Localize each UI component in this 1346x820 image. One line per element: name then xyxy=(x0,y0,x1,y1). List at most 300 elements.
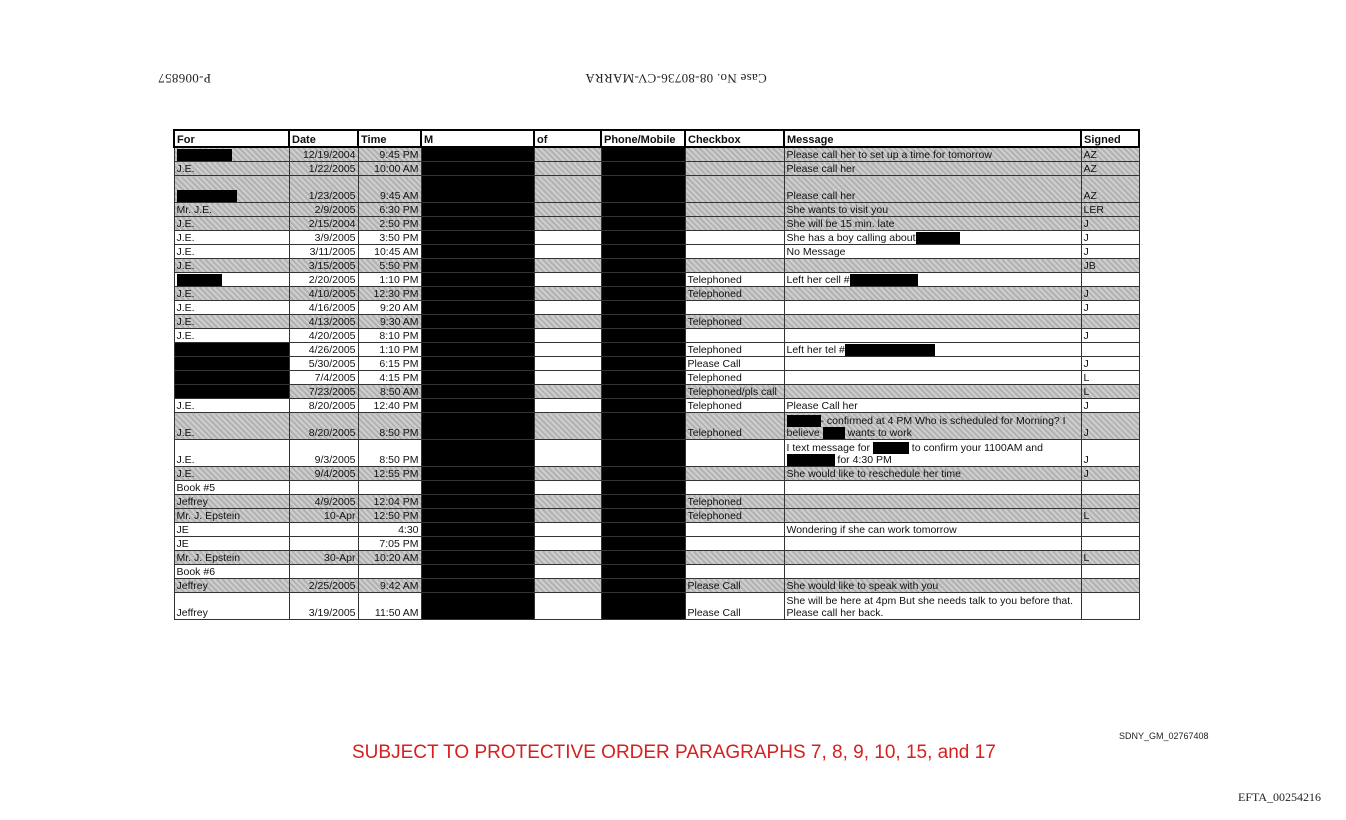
table-row xyxy=(174,495,1139,509)
message-text: No Message xyxy=(786,246,846,258)
cell-for xyxy=(174,551,289,565)
cell-checkbox xyxy=(685,147,784,162)
cell-of xyxy=(534,357,601,371)
cell-message xyxy=(784,399,1081,413)
cell-for xyxy=(174,162,289,176)
redaction-box xyxy=(916,232,960,244)
time-text: 12:30 PM xyxy=(373,288,419,300)
signed-text: J xyxy=(1083,302,1089,314)
signed-text: LER xyxy=(1083,204,1104,216)
cell-m-redacted xyxy=(421,551,534,565)
cell-message xyxy=(784,176,1081,203)
cell-time xyxy=(358,217,421,231)
signed-text: L xyxy=(1083,372,1090,384)
cell-checkbox xyxy=(685,329,784,343)
cell-time xyxy=(358,551,421,565)
cell-m-redacted xyxy=(421,565,534,579)
checkbox-text: Telephoned xyxy=(687,427,742,439)
date-text: 10-Apr xyxy=(323,510,356,522)
cell-time xyxy=(358,537,421,551)
col-header-checkbox: Checkbox xyxy=(685,130,784,147)
cell-checkbox xyxy=(685,217,784,231)
redaction-box xyxy=(873,442,909,454)
cell-signed xyxy=(1081,509,1139,523)
cell-time xyxy=(358,371,421,385)
cell-for xyxy=(174,565,289,579)
cell-m-redacted xyxy=(421,509,534,523)
cell-signed xyxy=(1081,147,1139,162)
cell-date xyxy=(289,301,358,315)
cell-phone-redacted xyxy=(601,481,685,495)
cell-time xyxy=(358,565,421,579)
cell-time xyxy=(358,231,421,245)
cell-for xyxy=(174,301,289,315)
cell-time xyxy=(358,147,421,162)
case-number: Case No. 08-80736-CV-MARRA xyxy=(585,71,767,86)
table-row xyxy=(174,147,1139,162)
table-row xyxy=(174,162,1139,176)
table-row xyxy=(174,259,1139,273)
table-row xyxy=(174,481,1139,495)
cell-m-redacted xyxy=(421,593,534,620)
time-text: 8:50 PM xyxy=(379,427,419,439)
cell-of xyxy=(534,203,601,217)
signed-text: J xyxy=(1083,427,1089,439)
cell-date xyxy=(289,315,358,329)
for-text: JE xyxy=(176,524,189,536)
cell-time xyxy=(358,523,421,537)
cell-m-redacted xyxy=(421,329,534,343)
date-text: 7/4/2005 xyxy=(314,372,356,384)
cell-signed xyxy=(1081,371,1139,385)
for-text: Book #5 xyxy=(176,482,216,494)
for-text: Mr. J.E. xyxy=(176,204,213,216)
signed-text: J xyxy=(1083,358,1089,370)
redaction-box xyxy=(787,415,821,427)
date-text: 1/23/2005 xyxy=(308,190,356,202)
cell-time xyxy=(358,176,421,203)
cell-of xyxy=(534,385,601,399)
cell-of xyxy=(534,523,601,537)
date-text: 4/20/2005 xyxy=(308,330,356,342)
cell-m-redacted xyxy=(421,259,534,273)
message-text: She has a boy calling about xyxy=(786,231,916,244)
cell-signed xyxy=(1081,301,1139,315)
cell-for xyxy=(174,371,289,385)
cell-of xyxy=(534,509,601,523)
signed-text: J xyxy=(1083,468,1089,480)
cell-phone-redacted xyxy=(601,467,685,481)
cell-checkbox xyxy=(685,579,784,593)
cell-for xyxy=(174,231,289,245)
cell-checkbox xyxy=(685,315,784,329)
cell-phone-redacted xyxy=(601,273,685,287)
date-text: 12/19/2004 xyxy=(302,149,356,161)
cell-of xyxy=(534,329,601,343)
message-text: for 4:30 PM xyxy=(837,453,892,466)
cell-of xyxy=(534,440,601,467)
cell-date xyxy=(289,467,358,481)
table-row xyxy=(174,537,1139,551)
cell-date xyxy=(289,357,358,371)
table-row xyxy=(174,231,1139,245)
cell-signed xyxy=(1081,287,1139,301)
cell-signed xyxy=(1081,203,1139,217)
efta-bates-id: EFTA_00254216 xyxy=(1238,790,1322,804)
cell-phone-redacted xyxy=(601,551,685,565)
cell-time xyxy=(358,481,421,495)
checkbox-text: Telephoned xyxy=(687,274,742,286)
table-row xyxy=(174,593,1139,620)
for-text: J.E. xyxy=(176,260,195,272)
cell-checkbox xyxy=(685,481,784,495)
cell-message xyxy=(784,329,1081,343)
cell-date xyxy=(289,329,358,343)
table-row xyxy=(174,385,1139,399)
cell-phone-redacted xyxy=(601,371,685,385)
date-text: 4/9/2005 xyxy=(314,496,356,508)
cell-phone-redacted xyxy=(601,176,685,203)
for-text: Jeffrey xyxy=(176,496,208,508)
checkbox-text: Telephoned xyxy=(687,344,742,356)
for-text: J.E. xyxy=(176,468,195,480)
cell-signed xyxy=(1081,523,1139,537)
signed-text: J xyxy=(1083,330,1089,342)
cell-message xyxy=(784,273,1081,287)
date-text: 4/13/2005 xyxy=(308,316,356,328)
cell-time xyxy=(358,399,421,413)
cell-date xyxy=(289,176,358,203)
cell-m-redacted xyxy=(421,287,534,301)
message-text: She would like to reschedule her time xyxy=(786,468,962,480)
cell-time xyxy=(358,495,421,509)
date-text: 2/20/2005 xyxy=(308,274,356,286)
checkbox-text: Telephoned xyxy=(687,288,742,300)
message-text: to confirm your 1100AM and xyxy=(911,441,1043,454)
cell-for xyxy=(174,357,289,371)
table-row xyxy=(174,551,1139,565)
table-row xyxy=(174,176,1139,203)
cell-m-redacted xyxy=(421,481,534,495)
cell-for xyxy=(174,315,289,329)
cell-of xyxy=(534,147,601,162)
cell-message xyxy=(784,315,1081,329)
cell-m-redacted xyxy=(421,357,534,371)
cell-phone-redacted xyxy=(601,287,685,301)
cell-of xyxy=(534,217,601,231)
cell-time xyxy=(358,593,421,620)
col-header-message: Message xyxy=(784,130,1081,147)
table-row xyxy=(174,579,1139,593)
cell-message xyxy=(784,579,1081,593)
cell-of xyxy=(534,162,601,176)
message-log-table xyxy=(173,129,1140,620)
cell-signed xyxy=(1081,579,1139,593)
message-text: She wants to visit you xyxy=(786,204,889,216)
redaction-box xyxy=(845,344,935,356)
time-text: 7:05 PM xyxy=(379,538,419,550)
cell-message xyxy=(784,509,1081,523)
cell-of xyxy=(534,245,601,259)
col-header-phone: Phone/Mobile xyxy=(601,130,685,147)
cell-message xyxy=(784,537,1081,551)
table-row xyxy=(174,273,1139,287)
date-text: 3/11/2005 xyxy=(309,246,356,258)
cell-phone-redacted xyxy=(601,245,685,259)
cell-message xyxy=(784,259,1081,273)
cell-time xyxy=(358,245,421,259)
table-row xyxy=(174,440,1139,467)
message-text: I text message for xyxy=(786,441,870,454)
cell-date xyxy=(289,565,358,579)
cell-date xyxy=(289,440,358,467)
cell-time xyxy=(358,301,421,315)
cell-date xyxy=(289,245,358,259)
cell-for xyxy=(174,287,289,301)
date-text: 8/20/2005 xyxy=(308,400,356,412)
cell-date xyxy=(289,495,358,509)
cell-of xyxy=(534,467,601,481)
cell-checkbox xyxy=(685,523,784,537)
checkbox-text: Telephoned xyxy=(687,510,742,522)
cell-m-redacted xyxy=(421,413,534,440)
cell-for xyxy=(174,217,289,231)
cell-checkbox xyxy=(685,565,784,579)
cell-checkbox xyxy=(685,371,784,385)
message-text: Please call her xyxy=(786,163,856,175)
table-row xyxy=(174,245,1139,259)
cell-m-redacted xyxy=(421,523,534,537)
cell-for xyxy=(174,245,289,259)
cell-checkbox xyxy=(685,273,784,287)
cell-date xyxy=(289,523,358,537)
cell-of xyxy=(534,287,601,301)
cell-signed xyxy=(1081,245,1139,259)
table-row xyxy=(174,399,1139,413)
signed-text: J xyxy=(1083,288,1089,300)
cell-message xyxy=(784,231,1081,245)
cell-phone-redacted xyxy=(601,217,685,231)
cell-of xyxy=(534,371,601,385)
time-text: 12:55 PM xyxy=(373,468,419,480)
cell-time xyxy=(358,579,421,593)
for-text: Jeffrey xyxy=(176,607,208,619)
cell-message xyxy=(784,147,1081,162)
cell-message xyxy=(784,217,1081,231)
date-text: 3/19/2005 xyxy=(308,607,356,619)
cell-time xyxy=(358,509,421,523)
for-text: J.E. xyxy=(176,330,195,342)
col-header-date: Date xyxy=(289,130,358,147)
signed-text: AZ xyxy=(1083,149,1097,161)
cell-message xyxy=(784,385,1081,399)
time-text: 9:20 AM xyxy=(379,302,419,314)
cell-phone-redacted xyxy=(601,523,685,537)
cell-phone-redacted xyxy=(601,343,685,357)
cell-phone-redacted xyxy=(601,509,685,523)
for-text: J.E. xyxy=(176,232,195,244)
cell-signed xyxy=(1081,495,1139,509)
table-row xyxy=(174,565,1139,579)
cell-message xyxy=(784,203,1081,217)
cell-date xyxy=(289,343,358,357)
signed-text: L xyxy=(1083,510,1090,522)
message-text: Wondering if she can work tomorrow xyxy=(786,524,957,536)
cell-signed xyxy=(1081,399,1139,413)
redaction-box xyxy=(787,454,835,466)
cell-checkbox xyxy=(685,385,784,399)
cell-time xyxy=(358,440,421,467)
cell-date xyxy=(289,217,358,231)
checkbox-text: Telephoned xyxy=(687,372,742,384)
cell-m-redacted xyxy=(421,537,534,551)
message-text: Left her cell # xyxy=(786,273,850,286)
cell-m-redacted xyxy=(421,440,534,467)
time-text: 11:50 AM xyxy=(374,607,419,619)
cell-date xyxy=(289,203,358,217)
time-text: 12:40 PM xyxy=(373,400,419,412)
time-text: 3:50 PM xyxy=(379,232,419,244)
table-row xyxy=(174,413,1139,440)
signed-text: AZ xyxy=(1083,190,1097,202)
cell-m-redacted xyxy=(421,203,534,217)
cell-for xyxy=(174,467,289,481)
date-text: 2/9/2005 xyxy=(314,204,356,216)
message-text: Please call her to set up a time for tomorrow xyxy=(786,149,992,161)
cell-date xyxy=(289,579,358,593)
cell-checkbox xyxy=(685,357,784,371)
table-body xyxy=(174,147,1139,620)
cell-signed xyxy=(1081,231,1139,245)
col-header-for: For xyxy=(174,130,289,147)
cell-of xyxy=(534,481,601,495)
table-row xyxy=(174,371,1139,385)
cell-phone-redacted xyxy=(601,203,685,217)
cell-time xyxy=(358,329,421,343)
cell-m-redacted xyxy=(421,495,534,509)
cell-of xyxy=(534,315,601,329)
cell-for xyxy=(174,481,289,495)
cell-message xyxy=(784,343,1081,357)
cell-message xyxy=(784,301,1081,315)
col-header-m: M xyxy=(421,130,534,147)
cell-m-redacted xyxy=(421,467,534,481)
message-text: She will be 15 min. late xyxy=(786,218,895,230)
time-text: 9:42 AM xyxy=(379,580,419,592)
cell-date xyxy=(289,481,358,495)
message-text: She would like to speak with you xyxy=(786,580,939,592)
time-text: 8:50 AM xyxy=(379,386,419,398)
date-text: 30-Apr xyxy=(323,552,356,564)
cell-checkbox xyxy=(685,259,784,273)
time-text: 5:50 PM xyxy=(379,260,419,272)
date-text: 8/20/2005 xyxy=(308,427,356,439)
cell-signed xyxy=(1081,217,1139,231)
cell-date xyxy=(289,551,358,565)
for-text: Jeffrey xyxy=(176,580,208,592)
cell-checkbox xyxy=(685,593,784,620)
redaction-box xyxy=(850,274,918,286)
table-row xyxy=(174,217,1139,231)
checkbox-text: Telephoned/pls call xyxy=(687,386,777,398)
date-text: 4/26/2005 xyxy=(308,344,356,356)
cell-phone-redacted xyxy=(601,537,685,551)
cell-of xyxy=(534,537,601,551)
sdny-bates-id: SDNY_GM_02767408 xyxy=(1119,731,1209,741)
redaction-box xyxy=(177,149,232,161)
cell-signed xyxy=(1081,537,1139,551)
time-text: 6:30 PM xyxy=(379,204,419,216)
cell-of xyxy=(534,495,601,509)
cell-signed xyxy=(1081,315,1139,329)
time-text: 12:50 PM xyxy=(373,510,419,522)
cell-phone-redacted xyxy=(601,440,685,467)
cell-checkbox xyxy=(685,343,784,357)
cell-signed xyxy=(1081,385,1139,399)
cell-m-redacted xyxy=(421,245,534,259)
for-text: J.E. xyxy=(176,246,195,258)
cell-of xyxy=(534,593,601,620)
cell-signed xyxy=(1081,565,1139,579)
date-text: 7/23/2005 xyxy=(308,386,356,398)
cell-of xyxy=(534,565,601,579)
cell-checkbox xyxy=(685,495,784,509)
cell-checkbox xyxy=(685,509,784,523)
cell-signed xyxy=(1081,481,1139,495)
cell-for xyxy=(174,523,289,537)
cell-signed xyxy=(1081,357,1139,371)
cell-phone-redacted xyxy=(601,579,685,593)
redaction-box xyxy=(177,190,237,202)
cell-of xyxy=(534,579,601,593)
cell-message xyxy=(784,551,1081,565)
cell-message xyxy=(784,371,1081,385)
cell-m-redacted xyxy=(421,399,534,413)
message-text: Left her tel # xyxy=(786,343,845,356)
for-text: J.E. xyxy=(176,427,195,439)
cell-for xyxy=(174,176,289,203)
table-row xyxy=(174,287,1139,301)
date-text: 9/4/2005 xyxy=(314,468,356,480)
date-text: 5/30/2005 xyxy=(308,358,356,370)
table-row xyxy=(174,203,1139,217)
cell-phone-redacted xyxy=(601,413,685,440)
cell-checkbox xyxy=(685,301,784,315)
for-text: Mr. J. Epstein xyxy=(176,552,241,564)
cell-for xyxy=(174,537,289,551)
cell-m-redacted xyxy=(421,162,534,176)
message-text: Please Call her xyxy=(786,400,858,412)
date-text: 3/9/2005 xyxy=(314,232,356,244)
redaction-box xyxy=(177,274,222,286)
cell-m-redacted xyxy=(421,217,534,231)
signed-text: J xyxy=(1083,400,1089,412)
for-text: J.E. xyxy=(176,302,195,314)
table-row xyxy=(174,329,1139,343)
cell-of xyxy=(534,273,601,287)
signed-text: L xyxy=(1083,552,1090,564)
cell-for xyxy=(174,440,289,467)
cell-m-redacted xyxy=(421,301,534,315)
cell-checkbox xyxy=(685,245,784,259)
time-text: 4:30 xyxy=(398,524,419,536)
cell-date xyxy=(289,259,358,273)
cell-time xyxy=(358,467,421,481)
cell-phone-redacted xyxy=(601,162,685,176)
cell-signed xyxy=(1081,551,1139,565)
cell-for xyxy=(174,259,289,273)
cell-checkbox xyxy=(685,176,784,203)
